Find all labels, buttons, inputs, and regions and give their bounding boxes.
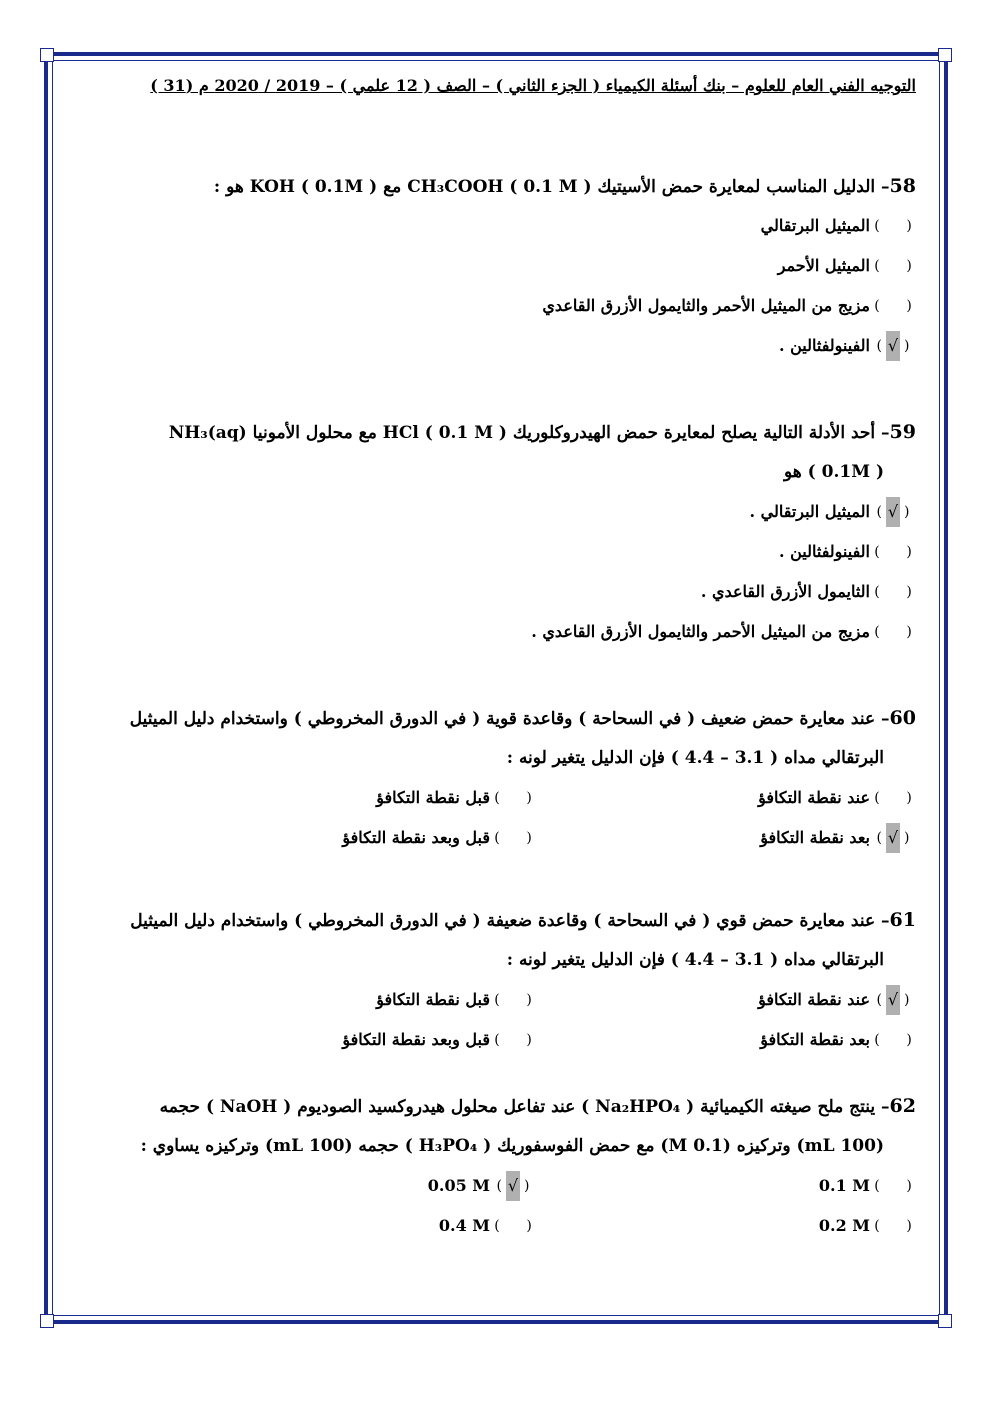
answer-box-checked[interactable]: (√) (490, 1166, 536, 1206)
question-stem (100, 412, 916, 452)
option-label: بعد نقطة التكافؤ (760, 1030, 870, 1049)
answer-box[interactable]: ( ) (494, 1218, 532, 1234)
question-text-continued: ( 0.1M ) هو (783, 462, 884, 482)
corner-ornament (938, 1314, 952, 1328)
answer-box[interactable]: ( ) (874, 218, 912, 234)
option[interactable] (156, 1206, 536, 1246)
answer-box[interactable]: ( ) (874, 1032, 912, 1048)
question-text: – الدليل المناسب لمعايرة حمض الأسيتيك CH₃COOH ( 0.1 M ) مع KOH ( 0.1M ) هو : (213, 177, 890, 197)
answer-box[interactable]: ( ) (874, 258, 912, 274)
option-label: 0.2 M (818, 1216, 870, 1235)
question-number: 59 (889, 421, 916, 443)
check-mark-icon: √ (886, 497, 900, 527)
question-58 (100, 166, 916, 366)
option-label: قبل وبعد نقطة التكافؤ (342, 1030, 490, 1049)
answer-box-checked[interactable]: (√) (870, 818, 916, 858)
option[interactable] (536, 1020, 916, 1060)
corner-ornament (938, 48, 952, 62)
question-number: 58 (889, 175, 916, 197)
option-label: مزيج من الميثيل الأحمر والثايمول الأزرق القاعدي . (531, 622, 870, 641)
option-label: بعد نقطة التكافؤ (760, 828, 870, 847)
answer-box[interactable]: ( ) (874, 584, 912, 600)
question-number: 62 (889, 1095, 916, 1117)
option-label: الميثيل الأحمر (777, 256, 870, 275)
option[interactable] (536, 1206, 916, 1246)
question-61 (100, 900, 916, 1060)
option[interactable] (100, 286, 916, 326)
question-text: – عند معايرة حمض قوي ( في السحاحة ) وقاعدة ضعيفة ( في الدورق المخروطي ) واستخدام دليل الميثيل (130, 911, 890, 931)
answer-box[interactable]: ( ) (874, 624, 912, 640)
answer-box[interactable]: ( ) (494, 1032, 532, 1048)
answer-box-checked[interactable]: (√) (870, 326, 916, 366)
option-correct[interactable] (536, 980, 916, 1020)
option[interactable] (536, 778, 916, 818)
option[interactable] (156, 778, 536, 818)
check-mark-icon: √ (886, 331, 900, 361)
option[interactable] (156, 980, 536, 1020)
option-correct[interactable] (100, 492, 916, 532)
question-number: 61 (889, 909, 916, 931)
question-text: – أحد الأدلة التالية يصلح لمعايرة حمض الهيدروكلوريك HCl ( 0.1 M ) مع محلول الأمونيا NH₃(aq) (168, 423, 890, 443)
option-correct[interactable] (156, 1166, 536, 1206)
question-text-continued: البرتقالي مداه ( 3.1 – 4.4 ) فإن الدليل يتغير لونه : (506, 950, 884, 970)
option-label: الميثيل البرتقالي (760, 216, 870, 235)
option-label: عند نقطة التكافؤ (758, 788, 870, 807)
question-text: – عند معايرة حمض ضعيف ( في السحاحة ) وقاعدة قوية ( في الدورق المخروطي ) واستخدام دليل الميثيل (129, 709, 890, 729)
option-label: قبل نقطة التكافؤ (376, 788, 490, 807)
option-correct[interactable] (536, 818, 916, 858)
option[interactable] (100, 532, 916, 572)
option[interactable] (156, 818, 536, 858)
corner-ornament (40, 1314, 54, 1328)
answer-box[interactable]: ( ) (874, 1178, 912, 1194)
answer-box[interactable]: ( ) (874, 298, 912, 314)
check-mark-icon: √ (886, 985, 900, 1015)
question-stem (100, 698, 916, 738)
answer-box-checked[interactable]: (√) (870, 492, 916, 532)
option-label: الفينولفثالين . (778, 336, 870, 355)
answer-box[interactable]: ( ) (494, 830, 532, 846)
page-header: التوجيه الفني العام للعلوم – بنك أسئلة الكيمياء ( الجزء الثاني ) – الصف ( 12 علمي ) – 2019 / 2020 م (31 ) (150, 76, 916, 95)
question-60 (100, 698, 916, 858)
option-label: مزيج من الميثيل الأحمر والثايمول الأزرق القاعدي (542, 296, 870, 315)
question-number: 60 (889, 707, 916, 729)
option-label: قبل وبعد نقطة التكافؤ (342, 828, 490, 847)
option[interactable] (100, 246, 916, 286)
option[interactable] (100, 572, 916, 612)
option-label: عند نقطة التكافؤ (758, 990, 870, 1009)
answer-box[interactable]: ( ) (494, 992, 532, 1008)
option-label: 0.1 M (818, 1176, 870, 1195)
option-label: 0.05 M (427, 1176, 490, 1195)
question-stem (100, 166, 916, 206)
option-label: الثايمول الأزرق القاعدي . (700, 582, 870, 601)
question-62 (100, 1086, 916, 1246)
answer-box[interactable]: ( ) (494, 790, 532, 806)
answer-box[interactable]: ( ) (874, 790, 912, 806)
question-text-continued: البرتقالي مداه ( 3.1 – 4.4 ) فإن الدليل يتغير لونه : (506, 748, 884, 768)
option[interactable] (100, 206, 916, 246)
option-correct[interactable] (100, 326, 916, 366)
check-mark-icon: √ (506, 1171, 520, 1201)
question-59 (100, 412, 916, 652)
option[interactable] (156, 1020, 536, 1060)
answer-box[interactable]: ( ) (874, 544, 912, 560)
question-text: – ينتج ملح صيغته الكيميائية ( Na₂HPO₄ ) عند تفاعل محلول هيدروكسيد الصوديوم ( NaOH ) حجمه (159, 1097, 890, 1117)
check-mark-icon: √ (886, 823, 900, 853)
answer-box-checked[interactable]: (√) (870, 980, 916, 1020)
question-stem (100, 900, 916, 940)
question-text-continued: (100 mL) وتركيزه (0.1 M) مع حمض الفوسفوريك ( H₃PO₄ ) حجمه (100 mL) وتركيزه يساوي : (140, 1136, 884, 1156)
option[interactable] (100, 612, 916, 652)
corner-ornament (40, 48, 54, 62)
option-label: الميثيل البرتقالي . (749, 502, 870, 521)
option-label: 0.4 M (438, 1216, 490, 1235)
question-stem (100, 1086, 916, 1126)
option-label: الفينولفثالين . (778, 542, 870, 561)
option-label: قبل نقطة التكافؤ (376, 990, 490, 1009)
answer-box[interactable]: ( ) (874, 1218, 912, 1234)
option[interactable] (536, 1166, 916, 1206)
